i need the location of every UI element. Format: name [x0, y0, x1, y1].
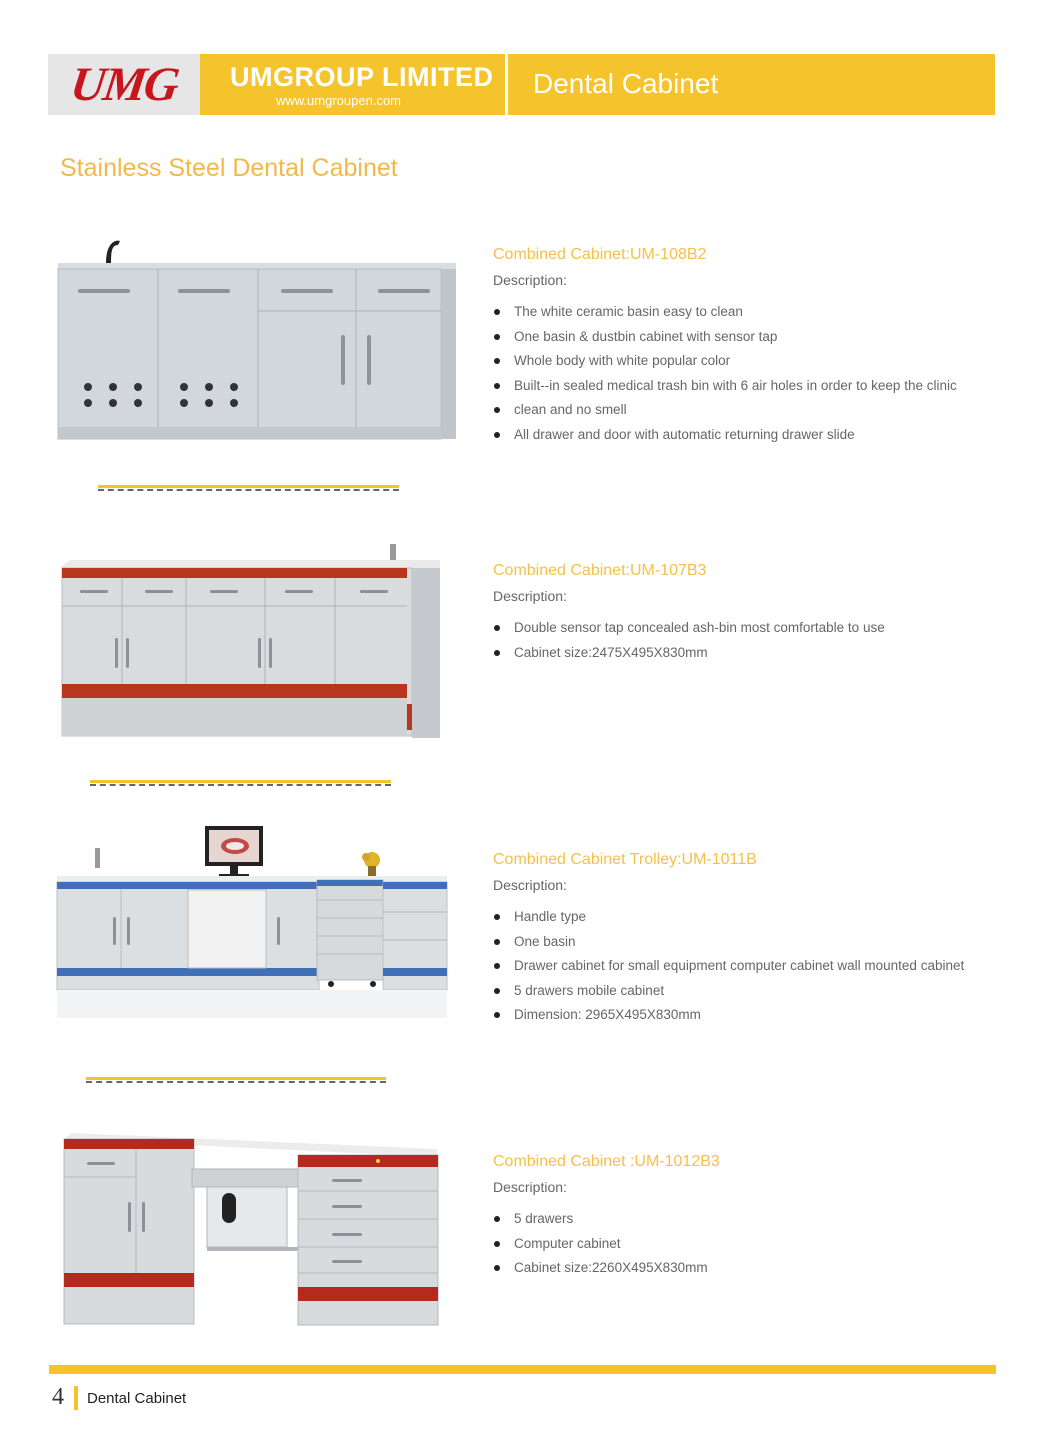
description-label: Description:	[493, 877, 567, 893]
feature-item: Cabinet size:2475X495X830mm	[493, 641, 885, 666]
feature-item: Double sensor tap concealed ash-bin most comfortable to use	[493, 616, 885, 641]
cabinet-image-um-107b3	[60, 538, 445, 743]
feature-item: 5 drawers	[493, 1207, 720, 1232]
cabinet-image-um-108b2	[56, 235, 458, 445]
page-number: 4	[52, 1384, 64, 1410]
feature-item: Cabinet size:2260X495X830mm	[493, 1256, 720, 1281]
feature-list	[493, 905, 964, 1028]
section-divider	[98, 485, 399, 492]
logo	[48, 54, 200, 115]
section-divider	[86, 1077, 386, 1084]
footer-label: Dental Cabinet	[87, 1390, 187, 1407]
footer-bar	[49, 1365, 996, 1374]
description-label: Description:	[493, 272, 567, 288]
feature-item: Computer cabinet	[493, 1232, 720, 1257]
feature-item: All drawer and door with automatic returning drawer slide	[493, 423, 957, 448]
feature-item: Whole body with white popular color	[493, 349, 957, 374]
feature-list	[493, 300, 957, 448]
feature-item: The white ceramic basin easy to clean	[493, 300, 957, 325]
product-title: Combined Cabinet :UM-1012B3	[493, 1153, 720, 1170]
product-title: Combined Cabinet:UM-107B3	[493, 562, 707, 579]
section-box	[508, 54, 995, 115]
feature-item: clean and no smell	[493, 398, 957, 423]
product-title: Combined Cabinet Trolley:UM-1011B	[493, 851, 757, 868]
description-label: Description:	[493, 1179, 567, 1195]
feature-item: Drawer cabinet for small equipment computer cabinet wall mounted cabinet	[493, 954, 964, 979]
brand-name: UMGROUP LIMITED	[230, 62, 494, 92]
header-banner	[48, 54, 995, 115]
feature-item: One basin	[493, 930, 964, 955]
page-title: Stainless Steel Dental Cabinet	[60, 154, 398, 182]
section-divider	[90, 780, 391, 787]
product-title: Combined Cabinet:UM-108B2	[493, 246, 707, 263]
brand-url: www.umgroupen.com	[276, 93, 401, 108]
feature-item: One basin & dustbin cabinet with sensor tap	[493, 325, 957, 350]
feature-item: Built--in sealed medical trash bin with 6 air holes in order to keep the clinic	[493, 374, 957, 399]
logo-text: UMG	[67, 58, 181, 111]
footer-marker	[74, 1386, 78, 1410]
feature-list	[493, 616, 885, 665]
brand-box	[200, 54, 505, 115]
cabinet-image-um-1012b3	[62, 1127, 440, 1332]
cabinet-image-um-1011b	[55, 822, 450, 1027]
feature-item: 5 drawers mobile cabinet	[493, 979, 964, 1004]
section-title: Dental Cabinet	[533, 68, 719, 99]
description-label: Description:	[493, 588, 567, 604]
feature-item: Dimension: 2965X495X830mm	[493, 1003, 964, 1028]
feature-list	[493, 1207, 720, 1281]
feature-item: Handle type	[493, 905, 964, 930]
